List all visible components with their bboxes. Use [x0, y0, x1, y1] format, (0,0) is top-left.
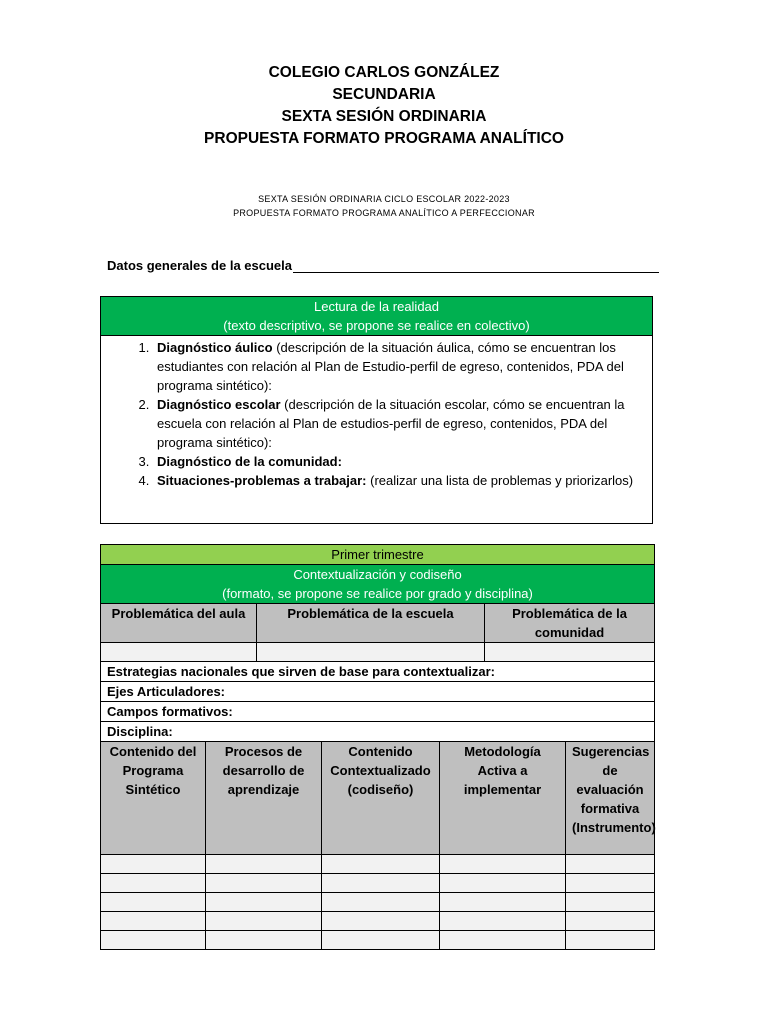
input-cell[interactable]: [566, 893, 655, 912]
col-header-sugerencias: Sugerencias de evaluación formativa (Instrumento): [566, 742, 655, 855]
input-cell[interactable]: [101, 931, 206, 950]
input-cell[interactable]: [485, 643, 655, 662]
input-cell[interactable]: [566, 931, 655, 950]
lectura-realidad-box: [100, 296, 653, 524]
input-cell[interactable]: [101, 874, 206, 893]
list-item: [153, 338, 644, 395]
datos-blank-line: [293, 258, 659, 273]
list-item: [153, 471, 644, 490]
col-header-contenido: Contenido del Programa Sintético: [101, 742, 206, 855]
subtitle-line: SEXTA SESIÓN ORDINARIA CICLO ESCOLAR 2022-2023: [258, 194, 510, 204]
datos-generales: [107, 258, 659, 273]
input-cell[interactable]: [101, 855, 206, 874]
input-cell[interactable]: [322, 912, 440, 931]
list-item: [153, 452, 644, 471]
input-cell[interactable]: [206, 931, 322, 950]
input-cell[interactable]: [440, 912, 566, 931]
title-line: COLEGIO CARLOS GONZÁLEZ: [268, 64, 500, 81]
col-header-procesos: Procesos de desarrollo de aprendizaje: [206, 742, 322, 855]
campos-label: Campos formativos:: [101, 702, 655, 722]
item-text: (realizar una lista de problemas y priorizarlos): [366, 473, 634, 488]
ejes-label: Ejes Articuladores:: [101, 682, 655, 702]
list-item: [153, 395, 644, 452]
contextualizacion-header: [101, 565, 655, 604]
item-bold: Diagnóstico escolar: [157, 397, 281, 412]
document-title-block: [0, 62, 768, 150]
input-cell[interactable]: [101, 643, 257, 662]
item-bold: Diagnóstico áulico: [157, 340, 273, 355]
input-cell[interactable]: [566, 874, 655, 893]
col-header-contextualizado: Contenido Contextualizado (codiseño): [322, 742, 440, 855]
input-cell[interactable]: [440, 893, 566, 912]
item-text: (descripción de la situación escolar, cómo se encuentran la escuela con relación al Plan de estudios-perfil de egreso, contenidos, PDA del programa sintético):: [157, 397, 625, 450]
input-cell[interactable]: [440, 874, 566, 893]
input-cell[interactable]: [566, 912, 655, 931]
estrategias-label: Estrategias nacionales que sirven de base para contextualizar:: [101, 662, 655, 682]
trimestre-table: [100, 544, 655, 950]
subtitle-block: [0, 192, 768, 220]
disciplina-label: Disciplina:: [101, 722, 655, 742]
title-line: SECUNDARIA: [332, 86, 436, 103]
title-line: PROPUESTA FORMATO PROGRAMA ANALÍTICO: [204, 130, 564, 147]
subtitle-line: PROPUESTA FORMATO PROGRAMA ANALÍTICO A PERFECCIONAR: [233, 208, 535, 218]
input-cell[interactable]: [206, 893, 322, 912]
input-cell[interactable]: [440, 931, 566, 950]
problematica-aula: Problemática del aula: [101, 604, 257, 643]
lectura-subtitle: (texto descriptivo, se propone se realice en colectivo): [223, 318, 530, 333]
input-cell[interactable]: [566, 855, 655, 874]
input-cell[interactable]: [322, 893, 440, 912]
item-bold: Diagnóstico de la comunidad:: [157, 454, 342, 469]
ctx-title: Contextualización y codiseño: [293, 567, 462, 582]
datos-label: Datos generales de la escuela: [107, 258, 292, 273]
trimestre-title: Primer trimestre: [101, 545, 655, 565]
lectura-title: Lectura de la realidad: [313, 299, 440, 314]
input-cell[interactable]: [257, 643, 485, 662]
col-header-metodologia: Metodología Activa a implementar: [440, 742, 566, 855]
input-cell[interactable]: [440, 855, 566, 874]
problematica-escuela: Problemática de la escuela: [257, 604, 485, 643]
input-cell[interactable]: [322, 855, 440, 874]
item-text: (descripción de la situación áulica, cómo se encuentran los estudiantes con relación al Plan de Estudio-perfil de egreso, contenidos, PDA del programa sintético):: [157, 340, 624, 393]
lectura-header: [101, 297, 652, 336]
title-line: SEXTA SESIÓN ORDINARIA: [281, 108, 487, 125]
input-cell[interactable]: [101, 912, 206, 931]
diagnostic-list: [101, 338, 652, 490]
input-cell[interactable]: [206, 912, 322, 931]
input-cell[interactable]: [322, 931, 440, 950]
problematica-comunidad: Problemática de la comunidad: [485, 604, 655, 643]
ctx-subtitle: (formato, se propone se realice por grado y disciplina): [222, 586, 533, 601]
input-cell[interactable]: [206, 874, 322, 893]
item-bold: Situaciones-problemas a trabajar:: [157, 473, 367, 488]
input-cell[interactable]: [101, 893, 206, 912]
input-cell[interactable]: [322, 874, 440, 893]
input-cell[interactable]: [206, 855, 322, 874]
